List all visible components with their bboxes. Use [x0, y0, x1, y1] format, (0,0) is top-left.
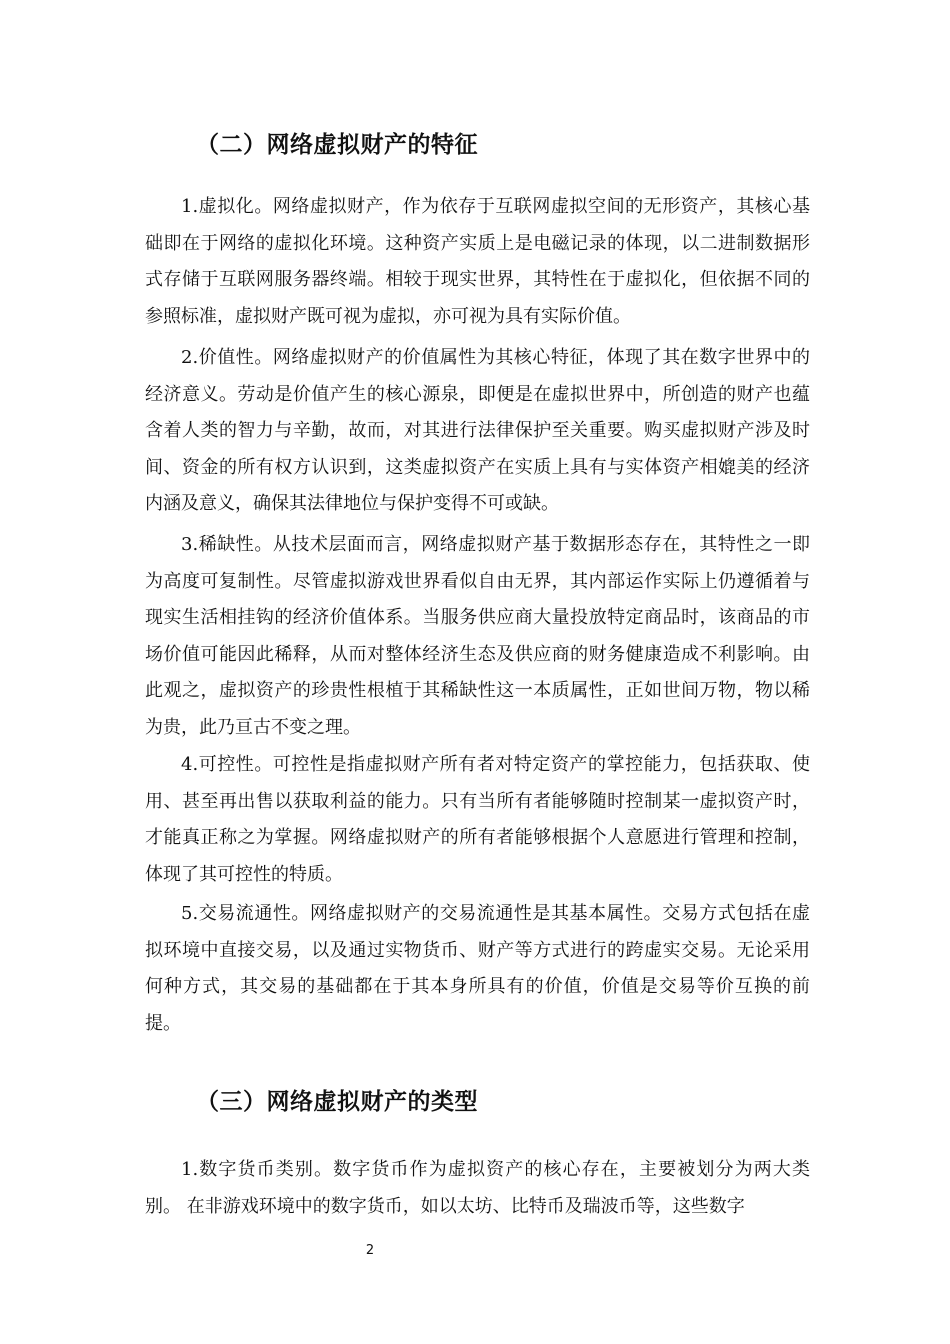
section-heading-characteristics: （二）网络虚拟财产的特征: [196, 132, 478, 158]
paragraph-value: 2.价值性。网络虚拟财产的价值属性为其核心特征，体现了其在数字世界中的经济意义。劳动是价值产生的核心源泉，即便是在虚拟世界中，所创造的财产也蕴含着人类的智力与辛勤，故而，对其进行法律保护至关重要。购买虚拟财产涉及时间、资金的所有权方认识到，这类虚拟资产在实质上具有与实体资产相媲美的经济内涵及意义，确保其法律地位与保护变得不可或缺。: [145, 347, 810, 515]
paragraph-virtualization: 1.虚拟化。网络虚拟财产，作为依存于互联网虚拟空间的无形资产，其核心基础即在于网络的虚拟化环境。这种资产实质上是电磁记录的体现，以二进制数据形式存储于互联网服务器终端。相较于现实世界，其特性在于虚拟化，但依据不同的参照标准，虚拟财产既可视为虚拟，亦可视为具有实际价值。: [145, 196, 810, 327]
section-heading-types: （三）网络虚拟财产的类型: [196, 1089, 478, 1115]
paragraph-digital-currency: 1.数字货币类别。数字货币作为虚拟资产的核心存在，主要被划分为两大类别。 在非游戏环境中的数字货币，如以太坊、比特币及瑞波币等，这些数字: [145, 1159, 810, 1217]
paragraph-tradability: 5.交易流通性。网络虚拟财产的交易流通性是其基本属性。交易方式包括在虚拟环境中直接交易，以及通过实物货币、财产等方式进行的跨虚实交易。无论采用何种方式，其交易的基础都在于其本身所具有的价值，价值是交易等价互换的前提。: [145, 903, 810, 1034]
page-number: 2: [365, 1243, 375, 1258]
paragraph-controllability: 4.可控性。可控性是指虚拟财产所有者对特定资产的掌控能力，包括获取、使用、甚至再出售以获取利益的能力。只有当所有者能够随时控制某一虚拟资产时，才能真正称之为掌握。网络虚拟财产的所有者能够根据个人意愿进行管理和控制，体现了其可控性的特质。: [145, 754, 810, 885]
paragraph-scarcity: 3.稀缺性。从技术层面而言，网络虚拟财产基于数据形态存在，其特性之一即为高度可复制性。尽管虚拟游戏世界看似自由无界，其内部运作实际上仍遵循着与现实生活相挂钩的经济价值体系。当服务供应商大量投放特定商品时，该商品的市场价值可能因此稀释，从而对整体经济生态及供应商的财务健康造成不利影响。由此观之，虚拟资产的珍贵性根植于其稀缺性这一本质属性，正如世间万物，物以稀为贵，此乃亘古不变之理。: [145, 534, 810, 738]
